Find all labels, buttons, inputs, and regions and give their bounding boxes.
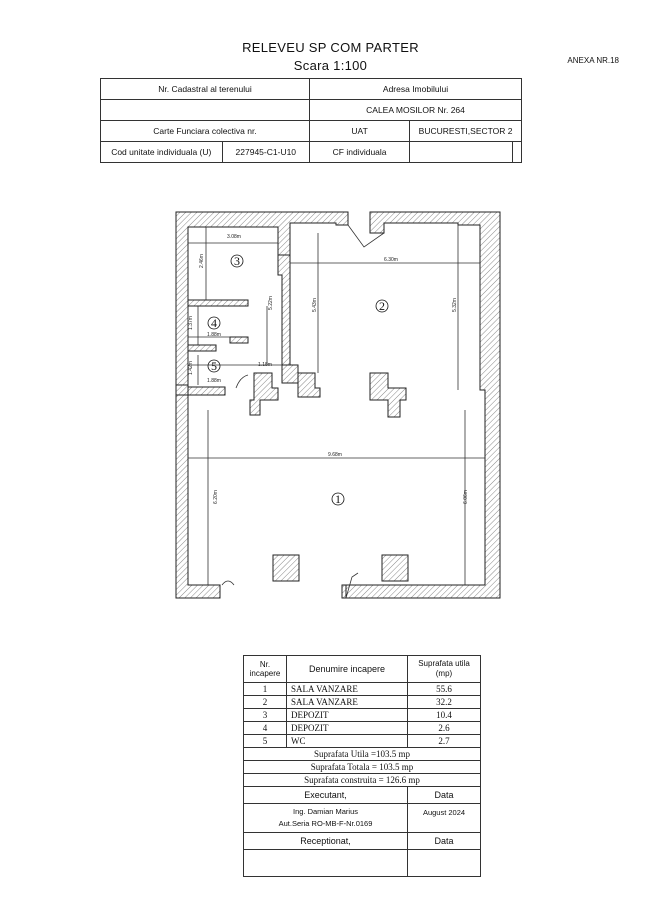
col-nr-header: Nr. incapere	[244, 656, 287, 683]
row-area: 32.2	[408, 696, 481, 709]
document-title: RELEVEU SP COM PARTER	[242, 40, 419, 55]
dim-r4-height: 1.37m	[188, 316, 194, 330]
dim-r2-right: 5.32m	[452, 298, 458, 312]
table-row	[244, 709, 481, 722]
table-row	[244, 722, 481, 735]
receptionat-label: Receptionat,	[244, 833, 408, 850]
document-scale: Scara 1:100	[293, 58, 368, 73]
room-2-label: 2	[379, 299, 385, 313]
executant-date: August 2024	[408, 804, 481, 833]
surface-construita: Suprafata construita = 126.6 mp	[244, 774, 481, 787]
room-3-label: 3	[234, 254, 240, 268]
dim-r2-left: 5.43m	[312, 298, 318, 312]
room-1-label: 1	[335, 492, 341, 506]
dim-r3-right: 5.22m	[268, 296, 274, 310]
cadastral-label: Nr. Cadastral al terenului	[101, 79, 310, 100]
executant-label: Executant,	[244, 787, 408, 804]
walls	[176, 212, 500, 598]
cod-value: 227945-C1-U10	[222, 142, 309, 163]
row-nr: 4	[244, 722, 287, 735]
room-4-label: 4	[211, 316, 217, 330]
row-name: DEPOZIT	[287, 722, 408, 735]
room-5-label: 5	[211, 359, 217, 373]
dim-r3-width: 3.08m	[227, 234, 241, 240]
dim-r1-left: 6.20m	[213, 490, 219, 504]
row-area: 55.6	[408, 683, 481, 696]
header-table	[100, 78, 522, 163]
uat-value: BUCURESTI,SECTOR 2	[410, 121, 522, 142]
row-name: SALA VANZARE	[287, 696, 408, 709]
dim-r5-width: 1.88m	[207, 378, 221, 384]
data-label-2: Data	[408, 833, 481, 850]
row-name: SALA VANZARE	[287, 683, 408, 696]
executant-aut: Aut.Seria RO-MB-F-Nr.0169	[278, 819, 373, 828]
executant-name: Ing. Damian Marius	[292, 807, 359, 816]
uat-label: UAT	[310, 121, 410, 142]
annex-label: ANEXA NR.18	[567, 56, 619, 65]
row-nr: 5	[244, 735, 287, 748]
cod-label: Cod unitate individuala (U)	[101, 142, 223, 163]
data-label: Data	[408, 787, 481, 804]
row-area: 2.6	[408, 722, 481, 735]
address-label: Adresa Imobilului	[310, 79, 522, 100]
row-area: 2.7	[408, 735, 481, 748]
cf-label: CF individuala	[310, 142, 410, 163]
dim-r2-width: 6.30m	[384, 257, 398, 263]
row-nr: 3	[244, 709, 287, 722]
floor-plan	[170, 205, 510, 605]
col-area-header: Suprafata utila (mp)	[408, 656, 481, 683]
dim-r4-width: 1.88m	[207, 332, 221, 338]
rooms-table	[243, 655, 481, 877]
surface-utila: Suprafata Utila =103.5 mp	[244, 748, 481, 761]
row-nr: 1	[244, 683, 287, 696]
row-name: WC	[287, 735, 408, 748]
col-name-header: Denumire incapere	[287, 656, 408, 683]
dim-r5-height: 1.42m	[188, 361, 194, 375]
row-nr: 2	[244, 696, 287, 709]
dim-r1-right: 6.06m	[463, 490, 469, 504]
dim-small-width: 1.18m	[258, 362, 272, 368]
table-row	[244, 696, 481, 709]
surface-totala: Suprafata Totala = 103.5 mp	[244, 761, 481, 774]
row-name: DEPOZIT	[287, 709, 408, 722]
row-area: 10.4	[408, 709, 481, 722]
address-value: CALEA MOSILOR Nr. 264	[310, 100, 522, 121]
table-row	[244, 735, 481, 748]
dim-r1-width: 9.68m	[328, 452, 342, 458]
table-row	[244, 683, 481, 696]
dim-r3-height: 2.46m	[199, 254, 205, 268]
carte-label: Carte Funciara colectiva nr.	[101, 121, 310, 142]
